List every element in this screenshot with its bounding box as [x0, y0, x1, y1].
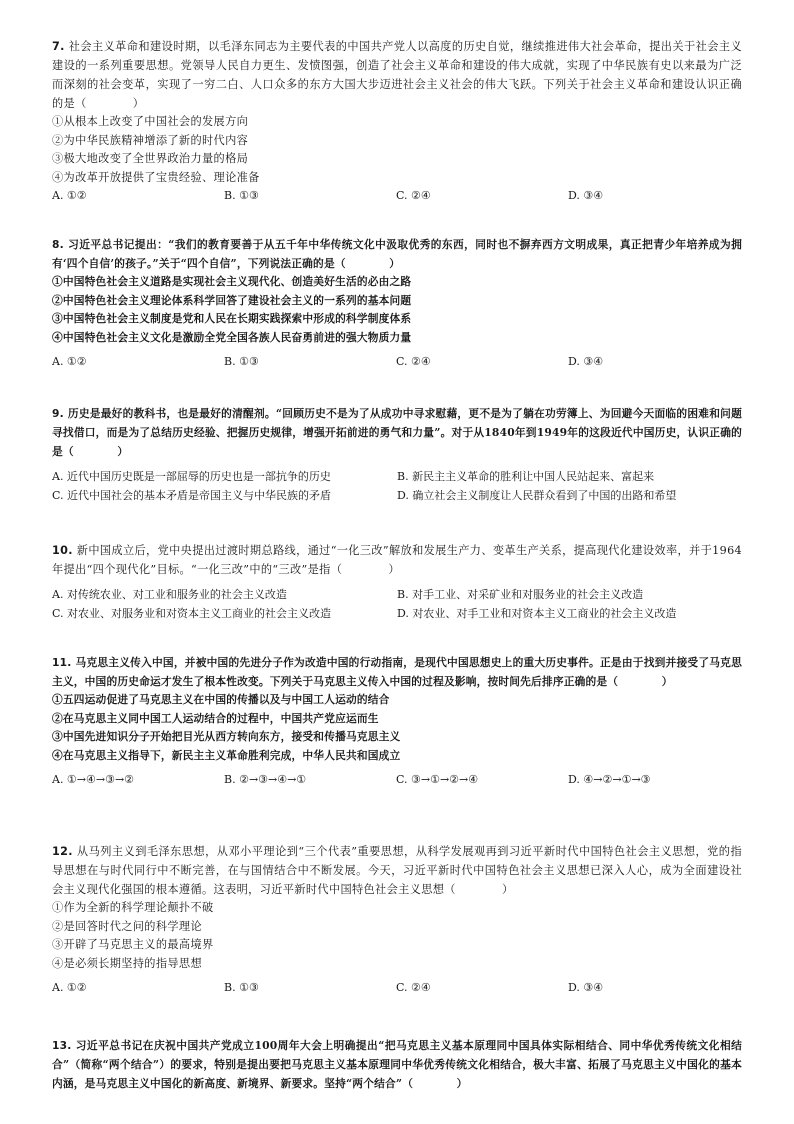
- question-text: 从马列主义到毛泽东思想，从邓小平理论到“三个代表”重要思想，从科学发展观再到习近平新时代中国特色社会主义思想，党的指导思想在与时代同行中不断完善，在与国情结合中不断发展。今天，习近平新时代中国特色社会主义思想已深入人心，成为全面建设社会主义现代化强国的根本遵循。这表明，习近平新时代中国特色社会主义思想（ ）: [52, 845, 742, 896]
- question-7: [52, 37, 742, 205]
- question-13: [52, 1036, 742, 1093]
- statement-item: ③中国先进知识分子开始把目光从西方转向东方，接受和传播马克思主义: [52, 730, 401, 743]
- question-number: 7.: [52, 40, 65, 53]
- option-d[interactable]: D. 对农业、对手工业和对资本主义工商业的社会主义改造: [397, 607, 677, 620]
- statement-item: ①中国特色社会主义道路是实现社会主义现代化、创造美好生活的必由之路: [52, 275, 412, 288]
- option-c[interactable]: C. 对农业、对服务业和对资本主义工商业的社会主义改造: [52, 607, 332, 620]
- option-c[interactable]: C. ②④: [396, 355, 431, 368]
- option-b[interactable]: B. 新民主主义革命的胜利让中国人民站起来、富起来: [397, 470, 655, 483]
- option-c[interactable]: C. ②④: [396, 189, 431, 202]
- option-b[interactable]: B. ①③: [224, 355, 259, 368]
- question-11: [52, 653, 742, 789]
- question-10: [52, 541, 742, 623]
- statement-item: ②为中华民族精神增添了新的时代内容: [52, 133, 249, 147]
- question-stem: [52, 653, 742, 691]
- question-text: 社会主义革命和建设时期，以毛泽东同志为主要代表的中国共产党人以高度的历史自觉，继续推进伟大社会革命，提出关于社会主义建设的一系列重要思想。党领导人民自力更生、发愤图强，创造了社会主义革命和建设的伟大成就，实现了中华民族有史以来最为广泛而深刻的社会变革，实现了一穷二白、人口众多的东方大国大步迈进社会主义社会的伟大飞跃。下列关于社会主义革命和建设认识正确的是（ ）: [52, 40, 742, 110]
- question-number: 13.: [52, 1039, 72, 1052]
- question-text: 习近平总书记在庆祝中国共产党成立100周年大会上明确提出“把马克思主义基本原理同中国具体实际相结合、同中华优秀传统文化相结合”（简称“两个结合”）的要求，特别是提出要把马克思主义基本原理同中华优秀传统文化相结合，极大丰富、拓展了马克思主义中国化的基本内涵，是马克思主义中国化的新高度、新境界、新要求。坚持“两个结合”（ ）: [52, 1039, 743, 1090]
- question-stem: [52, 1036, 742, 1093]
- question-number: 8.: [52, 238, 64, 251]
- option-a[interactable]: A. 近代中国历史既是一部屈辱的历史也是一部抗争的历史: [52, 470, 331, 483]
- option-b[interactable]: B. ①③: [224, 981, 259, 994]
- statement-item: ②中国特色社会主义理论体系科学回答了建设社会主义的一系列的基本问题: [52, 293, 412, 307]
- option-a[interactable]: A. ①②: [52, 189, 87, 202]
- statement-item: ③中国特色社会主义制度是党和人民在长期实践探索中形成的科学制度体系: [52, 312, 412, 325]
- option-d[interactable]: D. ③④: [568, 189, 604, 202]
- question-number: 10.: [52, 544, 73, 557]
- question-12: [52, 842, 742, 997]
- question-stem: [52, 235, 742, 273]
- option-a[interactable]: A. ①②: [52, 981, 87, 994]
- answer-options: [52, 353, 742, 371]
- statement-item: ③极大地改变了全世界政治力量的格局: [52, 152, 249, 165]
- statement-item: ④是必须长期坚持的指导思想: [52, 956, 202, 970]
- option-a[interactable]: A. ①→④→③→②: [52, 773, 135, 786]
- answer-options: [52, 771, 742, 789]
- question-stem: [52, 37, 742, 113]
- question-8: [52, 235, 742, 371]
- statement-item: ②是回答时代之问的科学理论: [52, 919, 202, 933]
- question-number: 11.: [52, 656, 72, 669]
- option-a[interactable]: A. 对传统农业、对工业和服务业的社会主义改造: [52, 588, 287, 601]
- statement-item: ①作为全新的科学理论颠扑不破: [52, 901, 214, 914]
- statement-item: ③开辟了马克思主义的最高境界: [52, 938, 214, 951]
- answer-options: [52, 585, 742, 623]
- option-c[interactable]: C. ②④: [396, 981, 431, 994]
- question-text: 新中国成立后，党中央提出过渡时期总路线，通过“一化三改”解放和发展生产力、变革生产关系，提高现代化建设效率，并于1964年提出“四个现代化”目标。“一化三改”中的“三改”是指（ ）: [52, 544, 743, 576]
- question-text: 习近平总书记提出：“我们的教育要善于从五千年中华传统文化中汲取优秀的东西，同时也不摒弃西方文明成果，真正把青少年培养成为拥有‘四个自信’的孩子。”关于“四个自信”，下列说法正确的是（ ）: [52, 238, 743, 270]
- question-number: 12.: [52, 845, 73, 858]
- option-c[interactable]: C. ③→①→②→④: [396, 773, 479, 786]
- option-d[interactable]: D. ④→②→①→③: [568, 773, 651, 786]
- option-a[interactable]: A. ①②: [52, 355, 87, 368]
- answer-options: [52, 467, 742, 505]
- statement-item: ④为改革开放提供了宝贵经验、理论准备: [52, 170, 260, 184]
- answer-options: [52, 979, 742, 997]
- question-stem: [52, 404, 742, 461]
- answer-options: [52, 187, 742, 205]
- question-9: [52, 404, 742, 505]
- option-c[interactable]: C. 近代中国社会的基本矛盾是帝国主义与中华民族的矛盾: [52, 489, 332, 502]
- question-text: 历史是最好的教科书，也是最好的清醒剂。“回顾历史不是为了从成功中寻求慰藉，更不是为了躺在功劳簿上、为回避今天面临的困难和问题寻找借口，而是为了总结历史经验、把握历史规律，增强开拓前进的勇气和力量”。对于从1840年到1949年的这段近代中国历史，认识正确的是（ ）: [52, 407, 742, 458]
- question-number: 9.: [52, 407, 64, 420]
- option-d[interactable]: D. ③④: [568, 355, 604, 368]
- option-b[interactable]: B. ①③: [224, 189, 259, 202]
- statement-item: ①从根本上改变了中国社会的发展方向: [52, 115, 249, 128]
- question-stem: [52, 541, 742, 579]
- option-d[interactable]: D. ③④: [568, 981, 604, 994]
- statement-item: ④中国特色社会主义文化是激励全党全国各族人民奋勇前进的强大物质力量: [52, 330, 412, 344]
- option-b[interactable]: B. ②→③→④→①: [224, 773, 307, 786]
- statement-item: ②在马克思主义同中国工人运动结合的过程中，中国共产党应运而生: [52, 711, 379, 725]
- question-stem: [52, 842, 742, 899]
- option-b[interactable]: B. 对手工业、对采矿业和对服务业的社会主义改造: [397, 588, 644, 601]
- option-d[interactable]: D. 确立社会主义制度让人民群众看到了中国的出路和希望: [397, 489, 677, 502]
- statement-item: ①五四运动促进了马克思主义在中国的传播以及与中国工人运动的结合: [52, 693, 390, 706]
- question-text: 马克思主义传入中国，并被中国的先进分子作为改造中国的行动指南，是现代中国思想史上的重大历史事件。正是由于找到并接受了马克思主义，中国的历史命运才发生了根本性改变。下列关于马克思主义传入中国的过程及影响，按时间先后排序正确的是（ ）: [52, 656, 742, 688]
- statement-item: ④在马克思主义指导下，新民主主义革命胜利完成，中华人民共和国成立: [52, 748, 401, 762]
